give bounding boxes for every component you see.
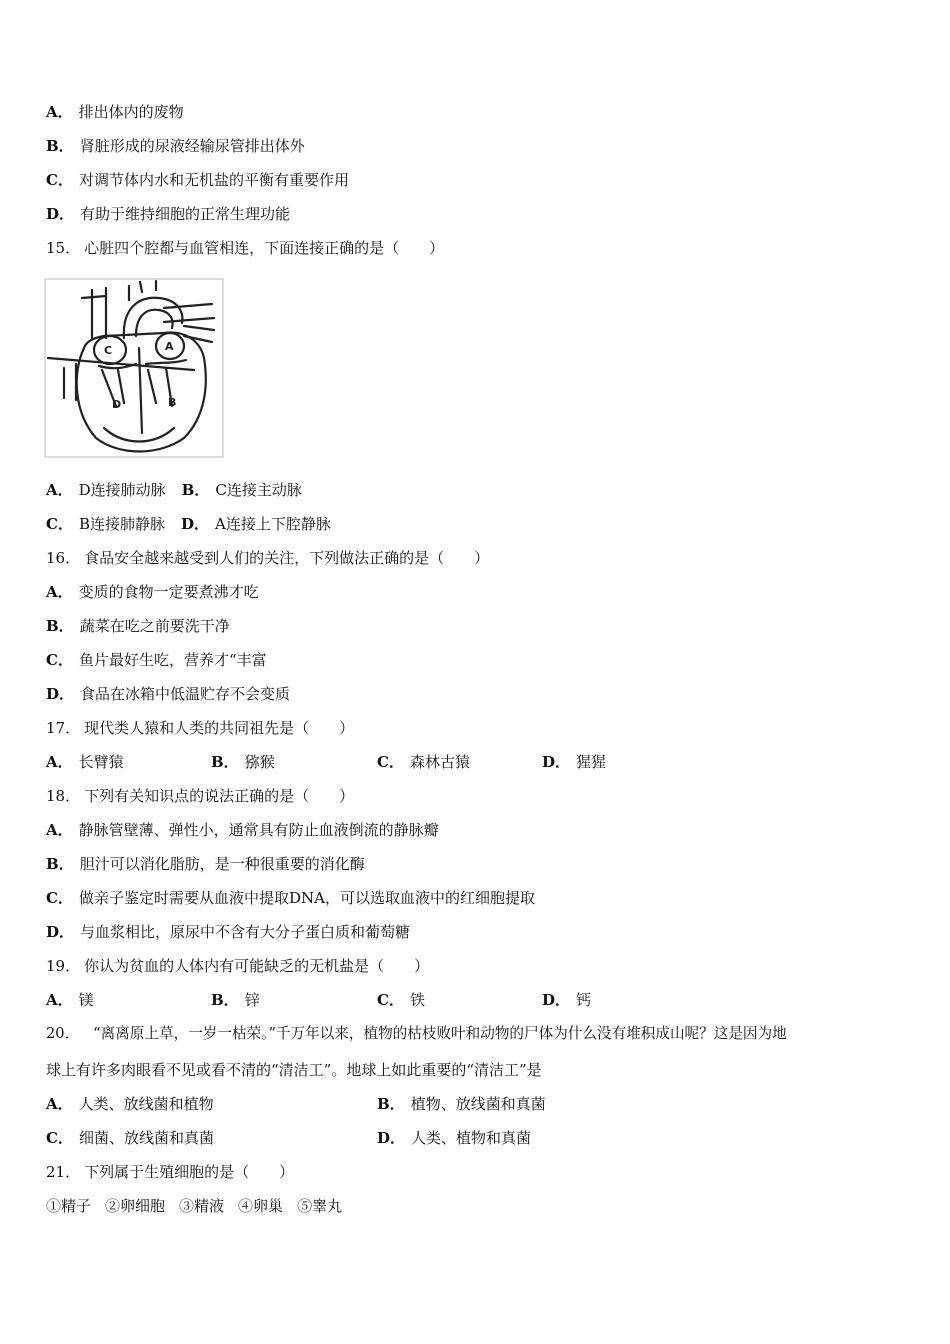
q20-option-a: A． 人类、放线菌和植物: [46, 1095, 214, 1113]
q14-option-c: C． 对调节体内水和无机盐的平衡有重要作用: [46, 171, 349, 189]
q21-item-3: ③精液: [179, 1197, 225, 1215]
q18-option-b: B． 胆汁可以消化脂肪，是一种很重要的消化酶: [46, 855, 365, 873]
q20-option-b: B． 植物、放线菌和真菌: [377, 1095, 546, 1113]
q14-option-d: D． 有助于维持细胞的正常生理功能: [46, 205, 291, 223]
q20-options-row2: [46, 1128, 906, 1148]
q20-option-d: D． 人类、植物和真菌: [377, 1129, 532, 1147]
q15-stem: 15． 心脏四个腔都与血管相连，下面连接正确的是（ ）: [46, 239, 445, 257]
q16-option-b: B． 蔬菜在吃之前要洗干净: [46, 617, 230, 635]
q19-option-c: C． 铁: [377, 991, 425, 1009]
q15-options-row1: A． D连接肺动脉 B． C连接主动脉: [46, 481, 302, 499]
label-b: B: [168, 396, 177, 409]
q17-stem: 17． 现代类人猿和人类的共同祖先是（ ）: [46, 719, 355, 737]
q17-option-b: B． 猕猴: [211, 753, 275, 771]
q20-options-row1: [46, 1094, 906, 1114]
q21-item-1: ①精子: [46, 1197, 92, 1215]
q21-item-5: ⑤睾丸: [297, 1197, 343, 1215]
q16-option-c: C． 鱼片最好生吃，营养才“丰富: [46, 651, 267, 669]
q19-options: [46, 990, 906, 1010]
q19-stem: 19． 你认为贫血的人体内有可能缺乏的无机盐是（ ）: [46, 957, 430, 975]
heart-diagram: [44, 278, 224, 458]
q19-option-d: D． 钙: [542, 991, 592, 1009]
q16-option-a: A． 变质的食物一定要煮沸才吃: [46, 583, 259, 601]
q17-options: [46, 752, 906, 772]
q16-option-d: D． 食品在冰箱中低温贮存不会变质: [46, 685, 291, 703]
q18-option-a: A． 静脉管壁薄、弹性小，通常具有防止血液倒流的静脉瓣: [46, 821, 439, 839]
q18-stem: 18． 下列有关知识点的说法正确的是（ ）: [46, 787, 355, 805]
q14-option-a: A． 排出体内的废物: [46, 103, 184, 121]
q15-options-row2: C． B连接肺静脉 D． A连接上下腔静脉: [46, 515, 331, 533]
label-c: C: [104, 344, 113, 357]
q14-option-b: B． 肾脏形成的尿液经输尿管排出体外: [46, 137, 305, 155]
q17-option-c: C． 森林古猿: [377, 753, 470, 771]
q17-option-d: D． 猩猩: [542, 753, 607, 771]
q20-stem-line1: 20． “离离原上草，一岁一枯荣。”千万年以来，植物的枯枝败叶和动物的尸体为什么没有堆积成山呢？这是因为地: [46, 1025, 787, 1042]
q19-option-b: B． 锌: [211, 991, 260, 1009]
q21-items: [46, 1196, 342, 1216]
q21-item-4: ④卵巢: [238, 1197, 284, 1215]
q18-option-d: D． 与血浆相比，原尿中不含有大分子蛋白质和葡萄糖: [46, 923, 411, 941]
q17-option-a: A． 长臂猿: [46, 753, 124, 771]
label-a: A: [165, 340, 174, 353]
q21-stem: 21． 下列属于生殖细胞的是（ ）: [46, 1163, 295, 1181]
q21-item-2: ②卵细胞: [105, 1197, 166, 1215]
q19-option-a: A． 镁: [46, 991, 94, 1009]
heart-diagram-svg: [44, 278, 224, 458]
q20-option-c: C． 细菌、放线菌和真菌: [46, 1129, 214, 1147]
q18-option-c: C． 做亲子鉴定时需要从血液中提取DNA，可以选取血液中的红细胞提取: [46, 889, 535, 907]
label-d: D: [112, 398, 122, 411]
q20-stem-line2: 球上有许多肉眼看不见或看不清的“清洁工”。地球上如此重要的“清洁工”是: [46, 1061, 542, 1079]
q16-stem: 16． 食品安全越来越受到人们的关注，下列做法正确的是（ ）: [46, 549, 490, 567]
